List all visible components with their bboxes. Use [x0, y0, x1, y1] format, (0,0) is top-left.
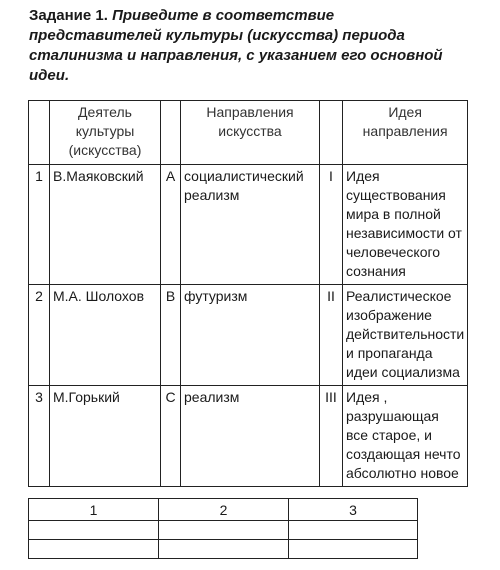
table-header-row	[29, 101, 468, 165]
answer-cell[interactable]	[289, 540, 418, 559]
answer-cell[interactable]	[29, 540, 159, 559]
answer-cell[interactable]	[29, 521, 159, 540]
row-num: 1	[29, 165, 50, 285]
row-direction: социалистический реализм	[181, 165, 320, 285]
row-idea: Идея , разрушающая все старое, и создающая нечто абсолютно новое	[343, 386, 468, 487]
row-roman: III	[320, 386, 343, 487]
header-figure: Деятель культуры (искусства)	[50, 101, 161, 165]
answer-table	[28, 498, 418, 559]
row-idea: Реалистическое изображение действительности и пропаганда идеи социализма	[343, 285, 468, 386]
answer-cell[interactable]	[159, 540, 289, 559]
answer-cell[interactable]	[289, 521, 418, 540]
answer-header-3: 3	[289, 499, 418, 521]
row-roman: II	[320, 285, 343, 386]
table-row	[29, 285, 468, 386]
row-direction: футуризм	[181, 285, 320, 386]
answer-header-1: 1	[29, 499, 159, 521]
table-row	[29, 386, 468, 487]
task-text	[29, 6, 459, 86]
task-instruction: Приведите в соответствие представителей культуры (искусства) периода сталинизма и направления, с указанием его основной идеи.	[29, 7, 443, 84]
row-idea: Идея существования мира в полной независимости от человеческого сознания	[343, 165, 468, 285]
header-direction: Направления искусства	[181, 101, 320, 165]
task-label: Задание 1.	[29, 7, 108, 24]
row-num: 3	[29, 386, 50, 487]
row-num: 2	[29, 285, 50, 386]
header-letter	[161, 101, 181, 165]
header-num	[29, 101, 50, 165]
row-figure: М.А. Шолохов	[50, 285, 161, 386]
matching-table	[28, 100, 468, 487]
answer-header-2: 2	[159, 499, 289, 521]
row-figure: М.Горький	[50, 386, 161, 487]
row-letter: С	[161, 386, 181, 487]
table-row	[29, 165, 468, 285]
answer-cell[interactable]	[159, 521, 289, 540]
header-roman	[320, 101, 343, 165]
header-idea: Идея направления	[343, 101, 468, 165]
row-roman: I	[320, 165, 343, 285]
row-direction: реализм	[181, 386, 320, 487]
row-figure: В.Маяковский	[50, 165, 161, 285]
answer-row	[29, 540, 418, 559]
answer-row	[29, 521, 418, 540]
answer-header-row	[29, 499, 418, 521]
row-letter: А	[161, 165, 181, 285]
row-letter: В	[161, 285, 181, 386]
